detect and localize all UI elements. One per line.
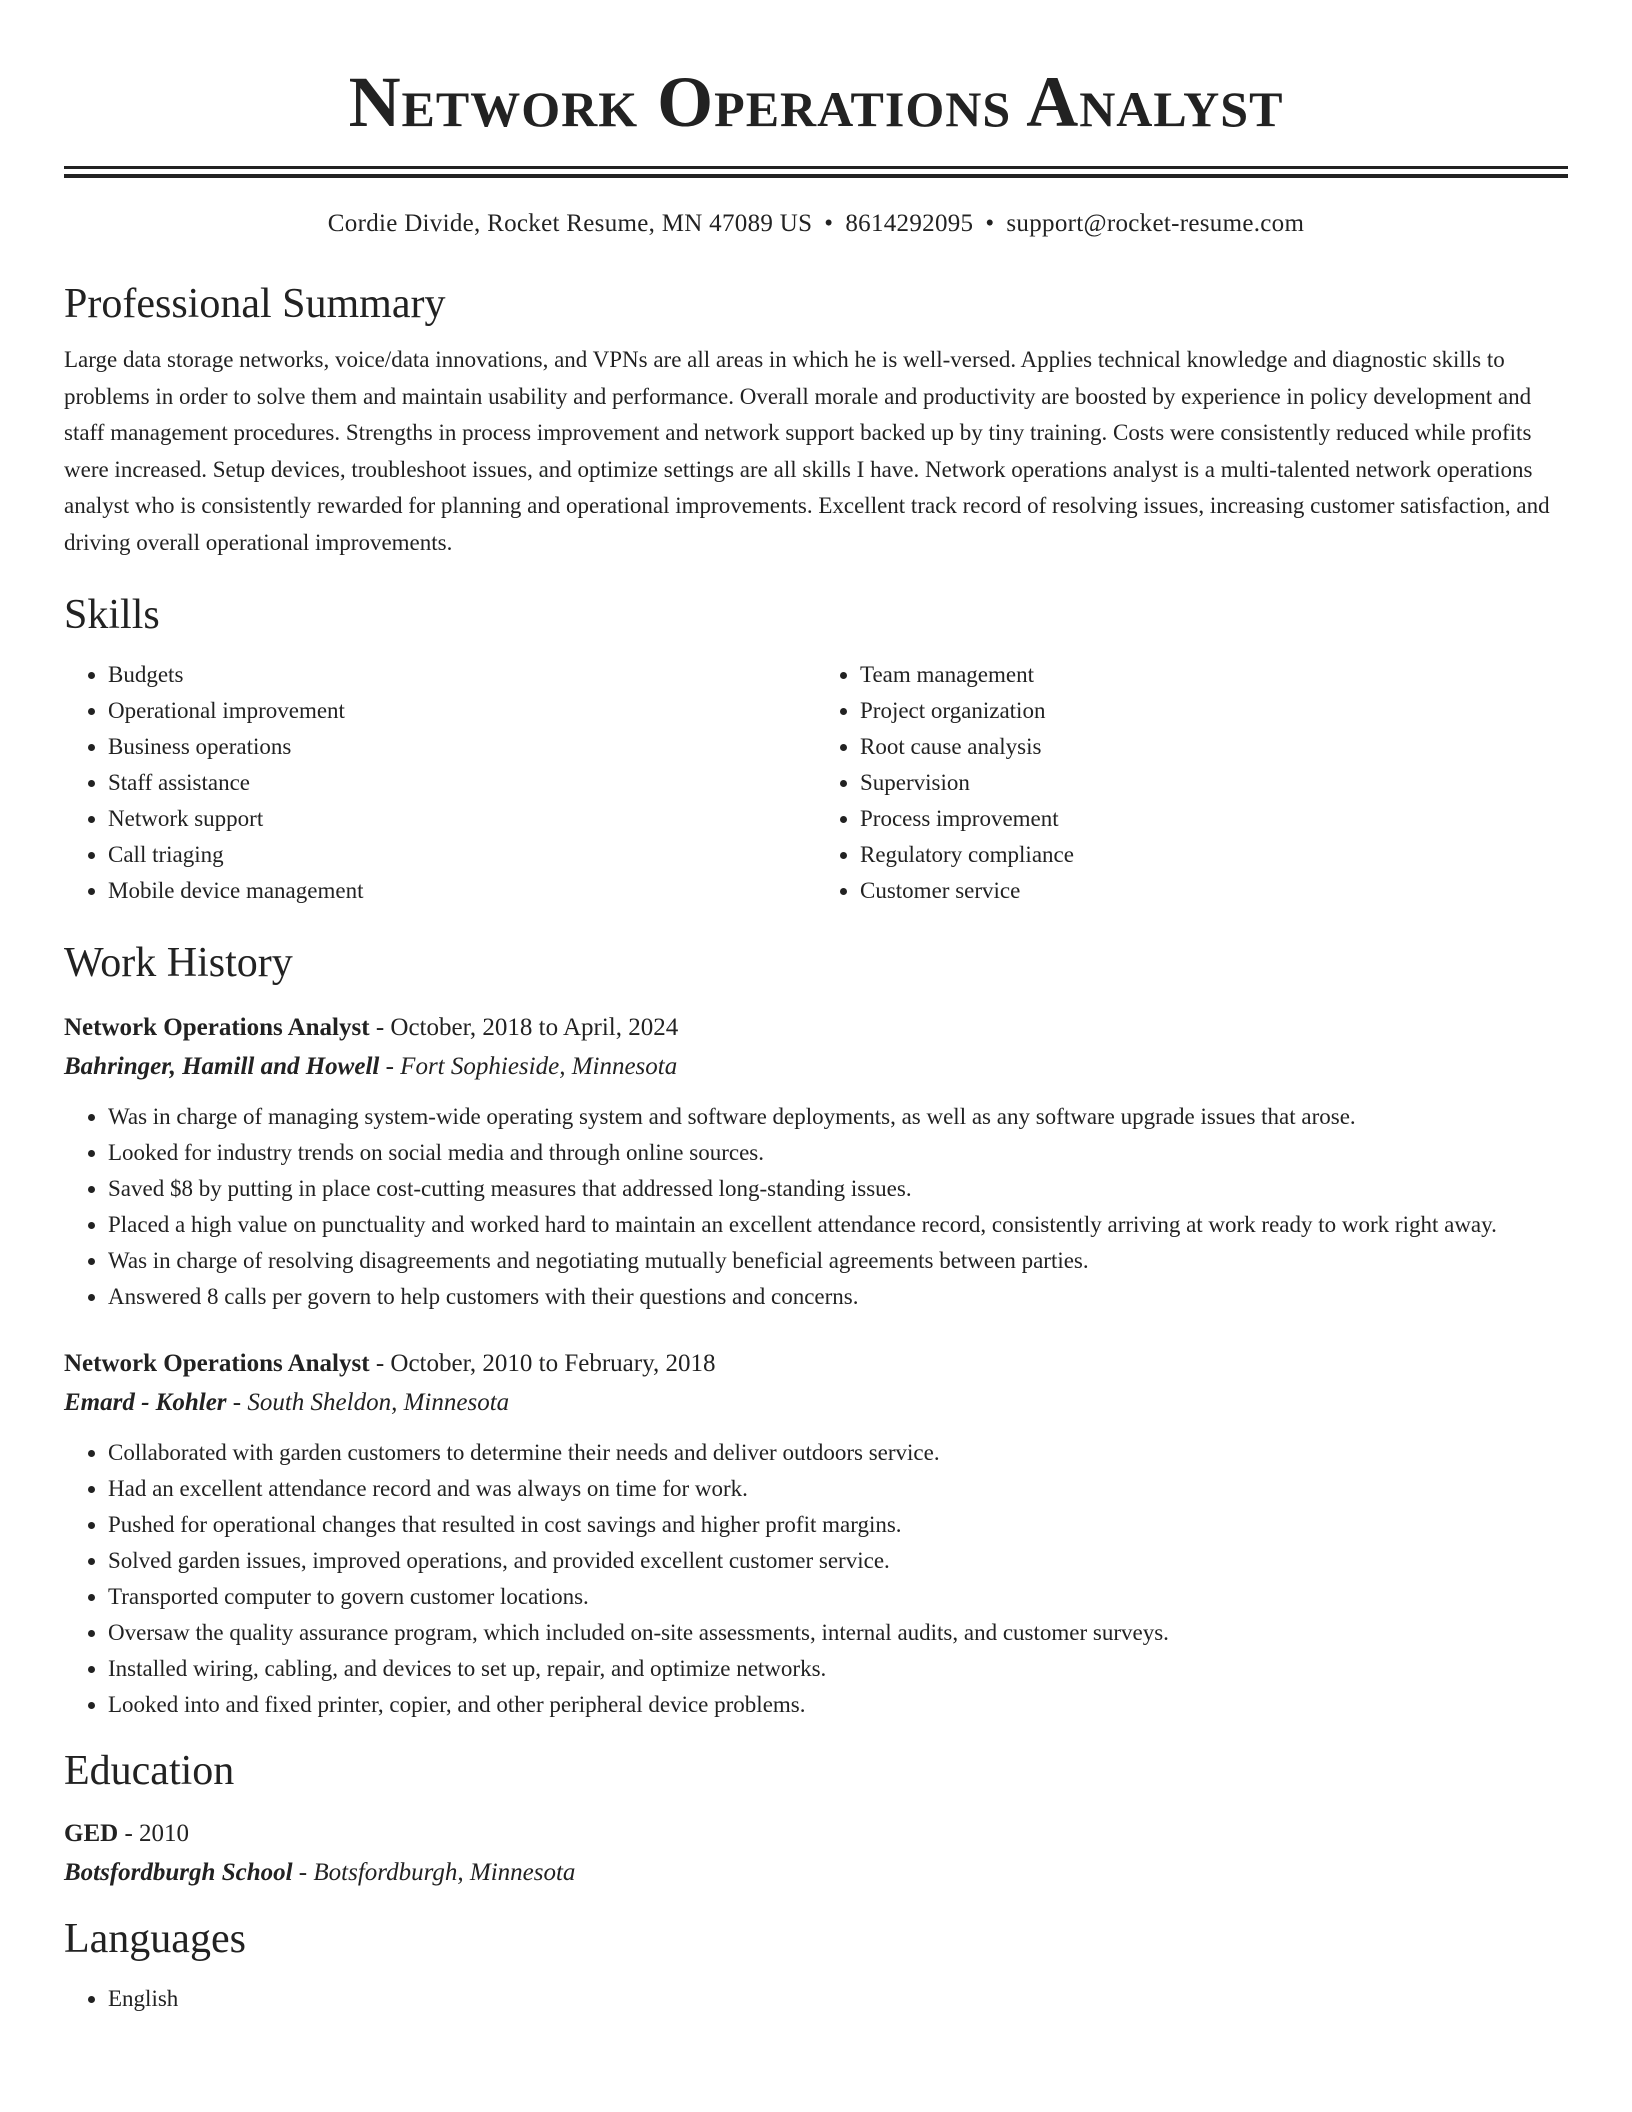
skills-heading: Skills — [64, 592, 160, 638]
skill-item: • Project organization — [860, 693, 1568, 729]
job-entry — [64, 1345, 1568, 1723]
language-item: • English — [108, 1981, 1568, 2017]
skills-list-left — [64, 657, 816, 909]
education-degree-line — [64, 1815, 1568, 1853]
job-bullet: • Saved $8 by putting in place cost-cutting measures that addressed long-standing issues. — [108, 1171, 1568, 1207]
job-bullet: • Oversaw the quality assurance program, which included on-site assessments, internal audits, and customer surveys. — [108, 1615, 1568, 1651]
job-bullets — [64, 1099, 1568, 1315]
skill-item: • Process improvement — [860, 801, 1568, 837]
job-title: Network Operations Analyst — [64, 1014, 370, 1041]
job-company-line — [64, 1383, 1568, 1423]
languages-list — [64, 1981, 1568, 2017]
skill-item: • Call triaging — [108, 837, 816, 873]
job-bullet: • Was in charge of resolving disagreements and negotiating mutually beneficial agreements between parties. — [108, 1243, 1568, 1279]
job-location: - South Sheldon, Minnesota — [226, 1389, 510, 1416]
education-location: - Botsfordburgh, Minnesota — [292, 1859, 576, 1886]
job-bullet: • Answered 8 calls per govern to help customers with their questions and concerns. — [108, 1279, 1568, 1315]
header-divider — [64, 166, 1568, 178]
job-bullet: • Installed wiring, cabling, and devices to set up, repair, and optimize networks. — [108, 1651, 1568, 1687]
job-company-line — [64, 1047, 1568, 1087]
skills-list-right — [816, 657, 1568, 909]
work-history-section — [64, 937, 1568, 1723]
education-year: - 2010 — [118, 1820, 190, 1847]
skill-item: • Budgets — [108, 657, 816, 693]
job-bullet: • Looked into and fixed printer, copier, and other peripheral device problems. — [108, 1687, 1568, 1723]
job-bullet: • Was in charge of managing system-wide operating system and software deployments, as well as any software upgrade issues that arose. — [108, 1099, 1568, 1135]
job-entry — [64, 1009, 1568, 1315]
languages-heading: Languages — [64, 1916, 246, 1962]
skill-item: • Supervision — [860, 765, 1568, 801]
contact-separator: • — [985, 210, 995, 237]
languages-section — [64, 1913, 1568, 2017]
job-bullet: • Looked for industry trends on social media and through online sources. — [108, 1135, 1568, 1171]
job-company: Emard - Kohler — [64, 1389, 227, 1416]
education-heading: Education — [64, 1748, 235, 1794]
education-degree: GED — [64, 1820, 119, 1847]
job-title-line — [64, 1345, 1568, 1383]
summary-section — [64, 278, 1568, 561]
job-bullet: • Placed a high value on punctuality and worked hard to maintain an excellent attendance record, consistently arriving at work ready to work right away. — [108, 1207, 1568, 1243]
job-bullet: • Pushed for operational changes that resulted in cost savings and higher profit margins. — [108, 1507, 1568, 1543]
contact-separator: • — [824, 210, 834, 237]
skill-item: • Network support — [108, 801, 816, 837]
skill-item: • Regulatory compliance — [860, 837, 1568, 873]
job-location: - Fort Sophieside, Minnesota — [379, 1053, 678, 1080]
contact-phone[interactable]: 8614292095 — [845, 210, 974, 237]
contact-email[interactable]: support@rocket-resume.com — [1006, 210, 1305, 237]
skill-item: • Mobile device management — [108, 873, 816, 909]
education-school: Botsfordburgh School — [64, 1859, 293, 1886]
job-bullet: • Had an excellent attendance record and was always on time for work. — [108, 1471, 1568, 1507]
job-bullets — [64, 1435, 1568, 1723]
education-school-line — [64, 1853, 1568, 1893]
summary-text: Large data storage networks, voice/data innovations, and VPNs are all areas in which he is well-versed. Applies technical knowledge and diagnostic skills to problems in order to solve them and maintain usability and performance. Overall morale and productivity are boosted by experience in policy development and staff management procedures. Strengths in process improvement and network support backed up by tiny training. Costs were consistently reduced while profits were increased. Setup devices, troubleshoot issues, and optimize settings are all skills I have. Network operations analyst is a multi-talented network operations analyst who is consistently rewarded for planning and operational improvements. Excellent track record of resolving issues, increasing customer satisfaction, and driving overall operational improvements. — [64, 347, 1550, 555]
skill-item: • Operational improvement — [108, 693, 816, 729]
resume-name: Network Operations Analyst — [348, 62, 1284, 142]
job-title: Network Operations Analyst — [64, 1350, 370, 1377]
job-title-line — [64, 1009, 1568, 1047]
skill-item: • Customer service — [860, 873, 1568, 909]
contact-line — [64, 208, 1568, 240]
job-company: Bahringer, Hamill and Howell — [64, 1053, 380, 1080]
education-section — [64, 1745, 1568, 1893]
work-history-heading: Work History — [64, 940, 293, 986]
education-entry — [64, 1815, 1568, 1893]
skill-item: • Staff assistance — [108, 765, 816, 801]
job-bullet: • Collaborated with garden customers to determine their needs and deliver outdoors service. — [108, 1435, 1568, 1471]
summary-heading: Professional Summary — [64, 281, 446, 327]
skill-item: • Root cause analysis — [860, 729, 1568, 765]
skills-columns — [64, 657, 1568, 909]
job-dates: - October, 2018 to April, 2024 — [369, 1014, 679, 1041]
skill-item: • Team management — [860, 657, 1568, 693]
job-bullet: • Solved garden issues, improved operations, and provided excellent customer service. — [108, 1543, 1568, 1579]
skills-section — [64, 589, 1568, 909]
job-bullet: • Transported computer to govern customer locations. — [108, 1579, 1568, 1615]
job-dates: - October, 2010 to February, 2018 — [369, 1350, 716, 1377]
contact-address: Cordie Divide, Rocket Resume, MN 47089 US — [327, 210, 813, 237]
skill-item: • Business operations — [108, 729, 816, 765]
